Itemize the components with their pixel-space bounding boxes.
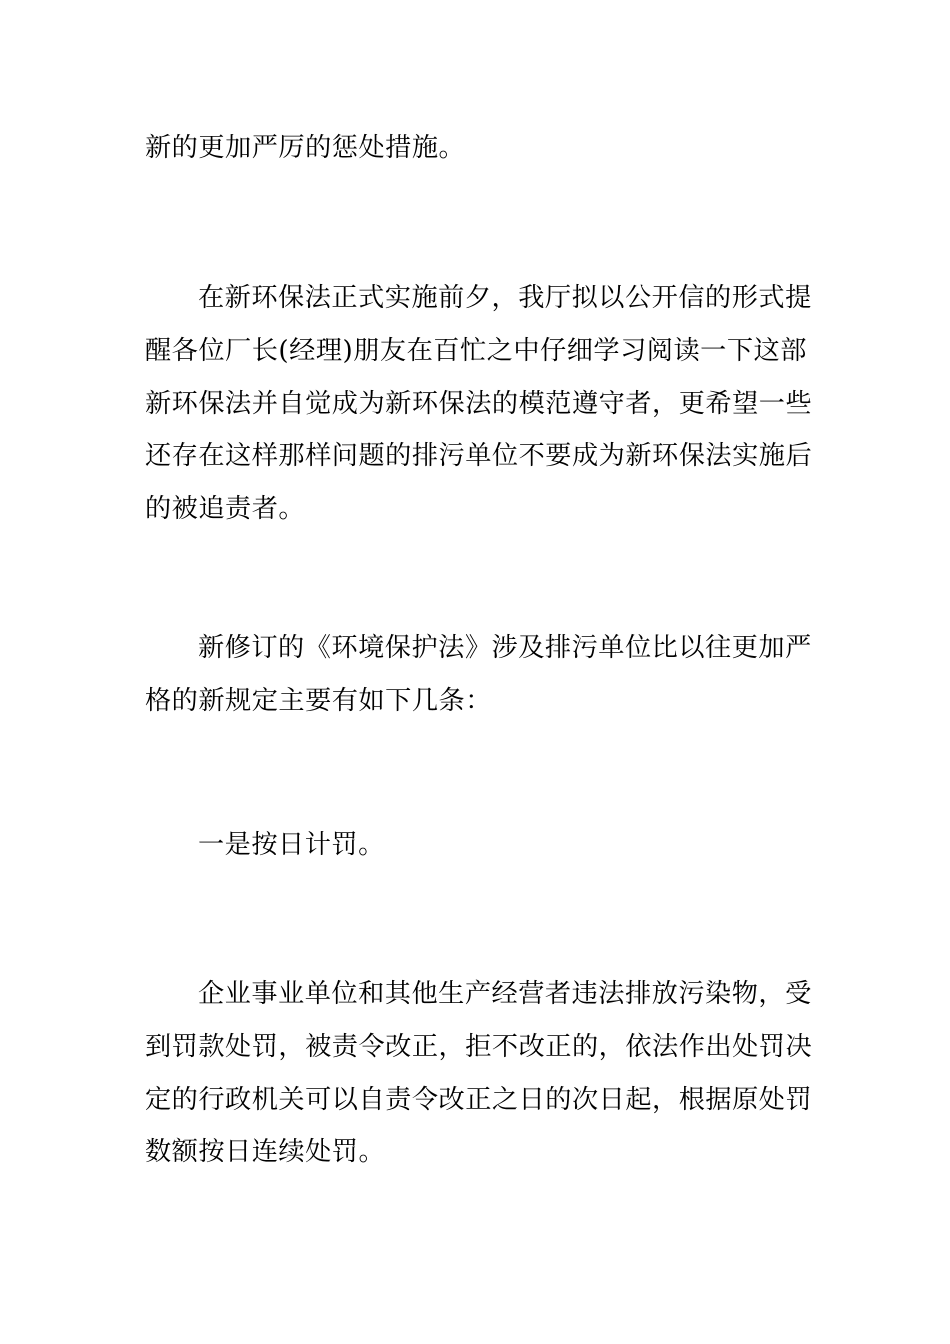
paragraph-open-letter (145, 272, 813, 536)
text-line: 新修订的《环境保护法》涉及排污单位比以往更加严 (198, 633, 812, 663)
text-line: 新环保法并自觉成为新环保法的模范遵守者，更希望一些 (145, 388, 813, 419)
text-line: 格的新规定主要有如下几条： (145, 685, 492, 716)
text-line: 定的行政机关可以自责令改正之日的次日起，根据原处罚 (145, 1084, 813, 1115)
text-line: 到罚款处罚，被责令改正，拒不改正的，依法作出处罚决 (145, 1031, 813, 1062)
paragraph-daily-penalty-detail (145, 968, 813, 1179)
paragraph-continuation (145, 122, 810, 175)
text-line: 醒各位厂长(经理)朋友在百忙之中仔细学习阅读一下这部 (145, 335, 807, 366)
text-line: 一是按日计罚。 (198, 830, 385, 860)
text-line: 企业事业单位和其他生产经营者违法排放污染物，受 (198, 979, 812, 1009)
text-line: 新的更加严厉的惩处措施。 (145, 133, 466, 163)
text-line: 还存在这样那样问题的排污单位不要成为新环保法实施后 (145, 441, 813, 472)
paragraph-daily-penalty-heading (145, 819, 810, 872)
text-line: 的被追责者。 (145, 494, 306, 525)
text-line: 在新环保法正式实施前夕，我厅拟以公开信的形式提 (198, 283, 812, 313)
text-line: 数额按日连续处罚。 (145, 1137, 386, 1168)
paragraph-new-provisions (145, 622, 810, 728)
